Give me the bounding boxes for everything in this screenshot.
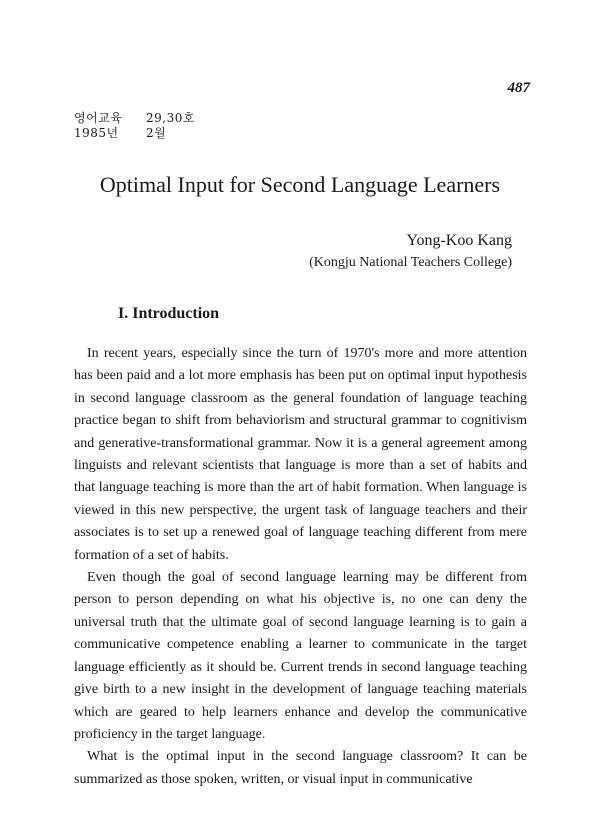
journal-date-row xyxy=(74,126,195,141)
paragraph: In recent years, especially since the turn of 1970's more and more attention has been paid and a lot more emphasis has been put on optimal input hypothesis in second language classroom as the general foundation of language teaching practice began to shift from behaviorism and structural grammar to cognitivism and generative-transformational grammar. Now it is a general agreement among linguists and relevant scientists that language is more than a set of habits and that language teaching is more than the art of habit formation. When language is viewed in this new perspective, the urgent task of language teachers and their associates is to set up a renewed goal of language teaching different from mere formation of a set of habits. xyxy=(74,346,527,563)
journal-name: 영어교육 xyxy=(74,111,123,125)
journal-issue: 29,30호 xyxy=(146,111,195,125)
journal-issue-row xyxy=(74,111,195,126)
paper-title: Optimal Input for Second Language Learners xyxy=(99,172,501,197)
author-affiliation: (Kongju National Teachers College) xyxy=(309,255,512,270)
page-number: 487 xyxy=(507,80,530,96)
section-heading: I. Introduction xyxy=(118,305,220,322)
paragraph: What is the optimal input in the second language classroom? It can be summarized as those spoken, written, or visual input in communicative xyxy=(74,749,527,787)
author-name: Yong-Koo Kang xyxy=(406,232,512,249)
paragraph: Even though the goal of second language learning may be different from person to person depending on what his objective is, no one can deny the universal truth that the ultimate goal of second language learning is to gain a communicative competence enabling a learner to communicate in the target language efficiently as it should be. Current trends in second language teaching give birth to a new insight in the development of language teaching materials which are geared to help learners enhance and develop the communicative proficiency in the target language. xyxy=(74,570,527,742)
journal-month: 2월 xyxy=(146,126,167,140)
journal-info xyxy=(74,111,195,141)
body-text xyxy=(74,343,527,791)
journal-year: 1985년 xyxy=(74,126,119,140)
